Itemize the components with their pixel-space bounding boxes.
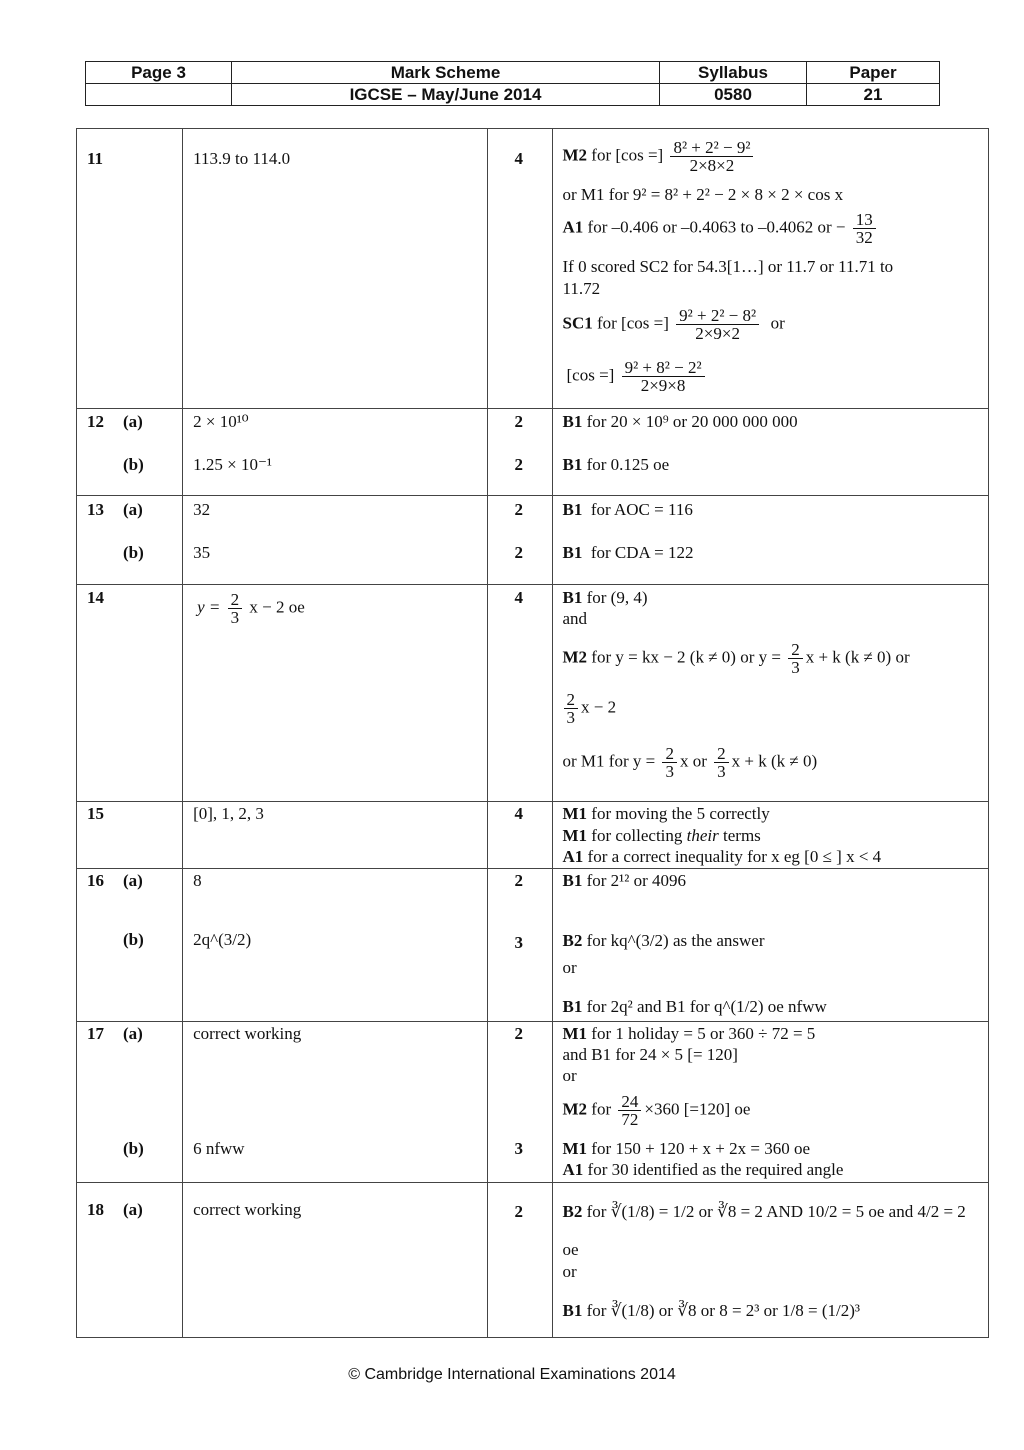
question-number: 18 [87,1200,104,1219]
part-label: (a) [123,1200,143,1219]
note-text: x or [679,751,707,771]
answer: correct working [193,1200,302,1219]
question-number: 14 [87,588,104,607]
mark: 2 [514,543,523,562]
part-label: (b) [123,543,144,562]
table-row: 11 113.9 to 114.0 4 M2 for [cos =] $\frac{\text{8² + 2² − 9²}}{2\times 8\times 2}$ or M1 for 9² = 8² + 2² − 2 × 8 × 2 × cos x A1 for –0.406 or –0.4063 to –0.4062 or − $\frac{13}{32}$ If 0 scored SC2 for 54.3[1…] or 11.7 or 11.71 to 11.72 SC1 for [cos =] $\frac{\text{9² + 2² − 8²}}{2\times 9\times 2}$ or [cos =] $\frac{\text{9² + 8² − 2²}}{2\times 9\times 8}$ [77,129,989,409]
mark: 2 [514,1202,523,1221]
question-number: 17 [87,1024,104,1043]
mark: 4 [514,804,523,823]
note-text: for 30 identified as the required angle [587,1160,844,1179]
part-label: (b) [123,455,144,474]
mark: 2 [514,412,523,431]
mark-scheme-table [76,128,989,1338]
part-label: (b) [123,930,144,949]
note-text: If 0 scored SC2 for 54.3[1…] or 11.7 or 11.71 to [562,257,894,276]
answer: 2 × 10¹⁰ [193,412,249,431]
note-text: or [562,1066,577,1085]
answer: 32 [193,500,211,519]
note-text: for AOC = 116 [590,500,693,519]
fraction: $\frac{\text{9² + 8² − 2²}}{2\times 9\times 8}$ [622,359,705,394]
note-text: or M1 for 9² = 8² + 2² − 2 × 8 × 2 × cos x [562,185,844,204]
note-text: or [562,958,577,977]
mark: 2 [514,455,523,474]
note-text: for (9, 4) [586,588,648,607]
note-text: for ∛(1/8) = 1/2 or ∛8 = 2 AND 10/2 = 5 oe and 4/2 = 2 [586,1202,966,1221]
note-text: for 150 + 120 + x + 2x = 360 oe [591,1139,811,1158]
question-number: 11 [87,149,104,168]
note-text: for ∛(1/8) or ∛8 or 8 = 2³ or 1/8 = (1/2)³ [586,1301,860,1320]
footer-copyright: © Cambridge International Examinations 2014 [348,1366,676,1383]
header-paper: 21 [807,84,940,106]
part-label: (a) [123,871,143,890]
note-text: ×360 [=120] oe [644,1099,751,1119]
fraction: $\frac{\text{9² + 2² − 8²}}{2\times 9\times 2}$ [676,307,759,342]
part-label: (a) [123,412,143,431]
answer: 1.25 × 10⁻¹ [193,455,273,474]
part-label: (a) [123,500,143,519]
answer: x − 2 oe [249,597,305,617]
answer: 113.9 to 114.0 [193,149,291,168]
part-label: (b) [123,1139,144,1158]
note-text: or M1 for y = [562,751,656,771]
question-number: 15 [87,804,104,823]
note-text: or [562,1262,577,1281]
header-table [85,61,940,106]
mark: 3 [514,933,523,952]
answer: 2q^(3/2) [193,930,252,949]
answer: 6 nfww [193,1139,245,1158]
table-row: 12 (a) (b) 2 × 10¹⁰ 1.25 × 10⁻¹ 2 2 B1 for 20 × 10⁹ or 20 000 000 000 B1 for 0.125 oe [77,409,989,496]
fraction: $\frac{2}{3}$ [228,591,243,626]
note-text: or [770,313,785,333]
header-syllabus: 0580 [660,84,807,106]
mark: 2 [514,1024,523,1043]
header-syllabus-label: Syllabus [660,62,807,84]
fraction: $\frac{13}{32}$ [853,211,876,246]
note-text: for 0.125 oe [586,455,670,474]
table-row: 18 (a) correct working 2 B2 for ∛(1/8) = 1/2 or ∛8 = 2 AND 10/2 = 5 oe and 4/2 = 2 oe or B1 for ∛(1/8) or ∛8 or 8 = 2³ or 1/8 = (1/2)³ [77,1183,989,1338]
note-text: x + k (k ≠ 0) [731,751,818,771]
fraction: $\frac{2}{3}$ [714,745,729,780]
note-text: x + k (k ≠ 0) or [805,647,910,667]
table-row: 14 y = $\frac{2}{3}$ x − 2 oe 4 B1 for (9, 4) and M2 for y = kx − 2 (k ≠ 0) or y = $\frac{2}{3}$ x + k (k ≠ 0) or $\frac{2}{3}$ x − 2 or M1 for y = $\frac{2}{3}$ x or $\frac{2}{3}$ x + k (k ≠ 0) [77,585,989,802]
note-text: for [cos =] [596,313,669,333]
table-row: 15 [0], 1, 2, 3 4 M1 for moving the 5 correctly M1 for collecting their terms A1 for a correct inequality for x eg [0 ≤ ] x < 4 [77,802,989,869]
note-text: for 2q² and B1 for q^(1/2) oe nfww [586,997,827,1016]
note-text: for moving the 5 correctly [591,804,770,823]
question-number: 16 [87,871,104,890]
answer: [0], 1, 2, 3 [193,804,264,823]
fraction: $\frac{2}{3}$ [564,691,579,726]
note-text: and B1 for 24 × 5 [= 120] [562,1045,738,1064]
part-label: (a) [123,1024,143,1043]
note-text: [cos =] [566,365,615,385]
fraction: $\frac{\text{8² + 2² − 9²}}{2\times 8\times 2}$ [670,139,753,174]
question-number: 13 [87,500,104,519]
answer: correct working [193,1024,302,1043]
mark: 2 [514,871,523,890]
note-text: for –0.406 or –0.4063 to –0.4062 or − [587,217,846,237]
mark: 2 [514,500,523,519]
answer: y = [197,597,221,617]
note-text: for a correct inequality for x eg [0 ≤ ] x < 4 [587,847,882,866]
note-text: oe [562,1240,579,1259]
note-text: for 20 × 10⁹ or 20 000 000 000 [586,412,798,431]
note-text: for collecting [591,826,683,845]
table-row: 17 (a) (b) correct working 6 nfww 2 3 M1 for 1 holiday = 5 or 360 ÷ 72 = 5 and B1 for 24 × 5 [= 120] or M2 for $\frac{24}{72}$ ×360 [=120] oe M1 for 150 + 120 + x + 2x = 360 oe A1 for 30 identified as the required angle [77,1022,989,1183]
header-exam: IGCSE – May/June 2014 [232,84,660,106]
answer: 35 [193,543,211,562]
note-text: 11.72 [562,279,601,298]
header-blank [86,84,232,106]
answer: 8 [193,871,202,890]
note-text: their [686,826,719,845]
mark: 4 [514,588,523,607]
header-title: Mark Scheme [232,62,660,84]
header-paper-label: Paper [807,62,940,84]
note-text: and [562,609,588,628]
note-text: for y = kx − 2 (k ≠ 0) or y = [591,647,781,667]
fraction: $\frac{2}{3}$ [788,641,803,676]
question-number: 12 [87,412,104,431]
note-text: for kq^(3/2) as the answer [586,931,765,950]
note-text: for 1 holiday = 5 or 360 ÷ 72 = 5 [591,1024,816,1043]
mark: 4 [514,149,523,168]
note-text: terms [723,826,761,845]
note-text: for CDA = 122 [590,543,694,562]
note-text: for 2¹² or 4096 [586,871,687,890]
fraction: $\frac{2}{3}$ [662,745,677,780]
table-row: 13 (a) (b) 32 35 2 2 B1 for AOC = 116 B1 for CDA = 122 [77,496,989,585]
header-page: Page 3 [86,62,232,84]
fraction: $\frac{24}{72}$ [618,1093,641,1128]
note-text: for [cos =] [591,145,664,165]
note-text: x − 2 [581,697,617,717]
table-row: 16 (a) (b) 8 2q^(3/2) 2 3 B1 for 2¹² or 4096 B2 for kq^(3/2) as the answer or B1 for 2q² and B1 for q^(1/2) oe nfww [77,869,989,1022]
mark: 3 [514,1139,523,1158]
